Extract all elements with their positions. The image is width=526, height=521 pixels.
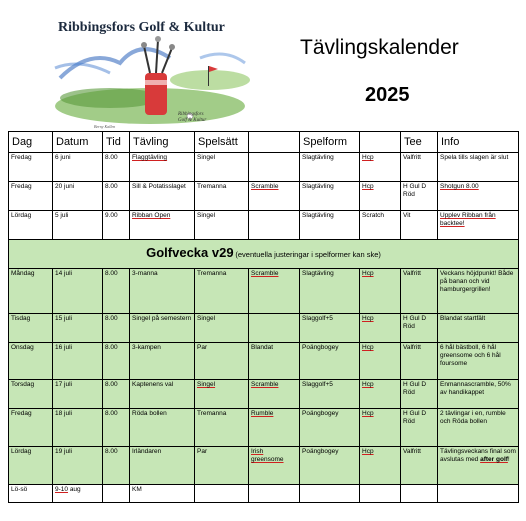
cell-extra bbox=[249, 409, 300, 447]
cell-tee: Valfritt bbox=[401, 269, 438, 314]
info-text-bold: after golf bbox=[480, 456, 508, 463]
col-tavling: Tävling bbox=[130, 132, 195, 153]
cell-datum: 18 juli bbox=[53, 409, 103, 447]
cell-info bbox=[438, 485, 519, 503]
cell-spelform: Slagtävling bbox=[300, 182, 360, 211]
hcp-text: Hcp bbox=[362, 344, 374, 351]
cell-spelsatt bbox=[195, 380, 249, 409]
cell-extra bbox=[249, 211, 300, 240]
cell-hcp bbox=[360, 380, 401, 409]
cell-spelsatt bbox=[195, 485, 249, 503]
cell-tid: 8.00 bbox=[103, 153, 130, 182]
cell-tee: H Gul D Röd bbox=[401, 182, 438, 211]
cell-extra bbox=[249, 380, 300, 409]
col-spelform: Spelform bbox=[300, 132, 360, 153]
tavling-text: Flaggtävling bbox=[132, 154, 168, 161]
cell-tid: 8.00 bbox=[103, 380, 130, 409]
cell-info: Blandat startfält bbox=[438, 314, 519, 343]
cell-tid: 8.00 bbox=[103, 343, 130, 380]
table-row bbox=[9, 182, 519, 211]
cell-tee: H Gul D Röd bbox=[401, 409, 438, 447]
extra-text: Scramble bbox=[251, 183, 279, 190]
datum-days: 9-10 bbox=[55, 486, 69, 493]
cell-tee: H Gul D Röd bbox=[401, 380, 438, 409]
cell-dag: Måndag bbox=[9, 269, 53, 314]
info-text: Upplev Ribban från backtee! bbox=[440, 212, 496, 227]
calendar-year: 2025 bbox=[365, 84, 410, 106]
table-row bbox=[9, 314, 519, 343]
table-row bbox=[9, 269, 519, 314]
cell-datum: 19 juli bbox=[53, 447, 103, 485]
golfvecka-banner bbox=[9, 240, 519, 269]
cell-spelform bbox=[300, 485, 360, 503]
hcp-text: Hcp bbox=[362, 270, 374, 277]
table-row bbox=[9, 380, 519, 409]
cell-dag: Fredag bbox=[9, 182, 53, 211]
cell-hcp bbox=[360, 409, 401, 447]
extra-text: Rumble bbox=[251, 410, 274, 417]
cell-tid: 8.00 bbox=[103, 447, 130, 485]
cell-spelform: Slaggolf+5 bbox=[300, 380, 360, 409]
cell-tavling: KM bbox=[130, 485, 195, 503]
col-datum: Datum bbox=[53, 132, 103, 153]
cell-hcp bbox=[360, 269, 401, 314]
cell-spelform: Poängbogey bbox=[300, 447, 360, 485]
cell-tee: H Gul D Röd bbox=[401, 314, 438, 343]
hcp-text: Hcp bbox=[362, 315, 374, 322]
cell-tavling: Röda bollen bbox=[130, 409, 195, 447]
table-row bbox=[9, 211, 519, 240]
cell-dag: Torsdag bbox=[9, 380, 53, 409]
info-text: Shotgun 8.00 bbox=[440, 183, 479, 190]
extra-text: Irish greensome bbox=[251, 448, 284, 463]
cell-hcp bbox=[360, 314, 401, 343]
tavling-text: Ribban Open bbox=[132, 212, 171, 219]
extra-text: Scramble bbox=[251, 270, 279, 277]
cell-tid: 8.00 bbox=[103, 314, 130, 343]
cell-tavling bbox=[130, 211, 195, 240]
cell-spelsatt: Tremanna bbox=[195, 409, 249, 447]
cell-tid: 8.00 bbox=[103, 182, 130, 211]
cell-extra bbox=[249, 182, 300, 211]
cell-datum: 14 juli bbox=[53, 269, 103, 314]
hcp-text: Hcp bbox=[362, 381, 374, 388]
col-tid: Tid bbox=[103, 132, 130, 153]
cell-dag: Tisdag bbox=[9, 314, 53, 343]
table-header-row bbox=[9, 132, 519, 153]
cell-datum: 20 juni bbox=[53, 182, 103, 211]
cell-hcp bbox=[360, 343, 401, 380]
table-row bbox=[9, 485, 519, 503]
cell-spelsatt: Tremanna bbox=[195, 182, 249, 211]
cell-tavling: 3-manna bbox=[130, 269, 195, 314]
cell-spelsatt: Singel bbox=[195, 211, 249, 240]
cell-hcp bbox=[360, 153, 401, 182]
cell-hcp bbox=[360, 447, 401, 485]
cell-datum: 17 juli bbox=[53, 380, 103, 409]
cell-tee: Vit bbox=[401, 211, 438, 240]
cell-tee: Valfritt bbox=[401, 343, 438, 380]
cell-tavling: Kaptenens val bbox=[130, 380, 195, 409]
cell-spelform: Poängbogey bbox=[300, 409, 360, 447]
cell-tid: 9.00 bbox=[103, 211, 130, 240]
hcp-text: Hcp bbox=[362, 154, 374, 161]
cell-spelform: Slagtävling bbox=[300, 153, 360, 182]
hcp-text: Hcp bbox=[362, 448, 374, 455]
cell-hcp bbox=[360, 182, 401, 211]
table-row bbox=[9, 409, 519, 447]
table-row bbox=[9, 447, 519, 485]
col-tee: Tee bbox=[401, 132, 438, 153]
cell-tavling: Singel på semestern bbox=[130, 314, 195, 343]
cell-dag: Lördag bbox=[9, 211, 53, 240]
col-spelsatt: Spelsätt bbox=[195, 132, 249, 153]
cell-info bbox=[438, 182, 519, 211]
cell-spelsatt: Tremanna bbox=[195, 269, 249, 314]
logo-signature: Ribbingsfors Golf & Kultur bbox=[178, 112, 207, 123]
cell-info bbox=[438, 211, 519, 240]
cell-extra bbox=[249, 314, 300, 343]
cell-extra bbox=[249, 447, 300, 485]
cell-datum: 16 juli bbox=[53, 343, 103, 380]
cell-tavling: Sill & Potatisslaget bbox=[130, 182, 195, 211]
cell-spelsatt: Par bbox=[195, 343, 249, 380]
spelsatt-text: Singel bbox=[197, 381, 216, 388]
cell-dag: Fredag bbox=[9, 153, 53, 182]
cell-tavling: Irländaren bbox=[130, 447, 195, 485]
datum-month: aug bbox=[68, 486, 81, 493]
cell-tid: 8.00 bbox=[103, 269, 130, 314]
col-blank-1 bbox=[249, 132, 300, 153]
extra-text: Scramble bbox=[251, 381, 279, 388]
cell-datum: 5 juli bbox=[53, 211, 103, 240]
cell-tee bbox=[401, 485, 438, 503]
cell-tid bbox=[103, 485, 130, 503]
cell-dag: Lördag bbox=[9, 447, 53, 485]
cell-spelsatt: Singel bbox=[195, 153, 249, 182]
hcp-text: Hcp bbox=[362, 410, 374, 417]
cell-info: 6 hål bästboll, 6 hål greensome och 6 hål foursome bbox=[438, 343, 519, 380]
cell-spelform: Poängbogey bbox=[300, 343, 360, 380]
competition-table bbox=[8, 131, 519, 503]
hcp-text: Hcp bbox=[362, 183, 374, 190]
cell-dag: Lö-sö bbox=[9, 485, 53, 503]
cell-tee: Valfritt bbox=[401, 153, 438, 182]
cell-spelsatt: Singel bbox=[195, 314, 249, 343]
cell-hcp: Scratch bbox=[360, 211, 401, 240]
cell-hcp bbox=[360, 485, 401, 503]
calendar-title: Tävlingskalender bbox=[300, 36, 459, 59]
cell-tavling bbox=[130, 153, 195, 182]
table-row bbox=[9, 153, 519, 182]
col-info: Info bbox=[438, 132, 519, 153]
cell-info: Spela tills slagen är slut bbox=[438, 153, 519, 182]
cell-spelform: Slaggolf+5 bbox=[300, 314, 360, 343]
cell-extra bbox=[249, 485, 300, 503]
cell-spelform: Slagtävling bbox=[300, 269, 360, 314]
cell-info: Enmannascramble, 50% av handikappet bbox=[438, 380, 519, 409]
golfvecka-title: Golfvecka v29 bbox=[146, 244, 234, 260]
cell-dag: Onsdag bbox=[9, 343, 53, 380]
cell-dag: Fredag bbox=[9, 409, 53, 447]
golfvecka-subtitle: (eventuella justeringar i spelformer kan ske) bbox=[235, 249, 381, 259]
info-text-end: ! bbox=[507, 456, 510, 463]
cell-info: 2 tävlingar i en, rumble och Röda bollen bbox=[438, 409, 519, 447]
col-dag: Dag bbox=[9, 132, 53, 153]
cell-spelsatt: Par bbox=[195, 447, 249, 485]
cell-info: Veckans höjdpunkt! Både på banan och vid hamburgergrillen! bbox=[438, 269, 519, 314]
info-text-start: Tävlingsveckans final som avslutas med bbox=[440, 448, 516, 463]
cell-tavling: 3-kampen bbox=[130, 343, 195, 380]
cell-extra bbox=[249, 269, 300, 314]
cell-datum bbox=[53, 485, 103, 503]
cell-info bbox=[438, 447, 519, 485]
logo-title: Ribbingsfors Golf & Kultur bbox=[58, 20, 225, 35]
cell-extra bbox=[249, 153, 300, 182]
cell-tid: 8.00 bbox=[103, 409, 130, 447]
artist-signature: Berny Kallen bbox=[94, 124, 116, 129]
cell-tee: Valfritt bbox=[401, 447, 438, 485]
cell-datum: 6 juni bbox=[53, 153, 103, 182]
table-row bbox=[9, 343, 519, 380]
cell-extra: Blandat bbox=[249, 343, 300, 380]
cell-datum: 15 juli bbox=[53, 314, 103, 343]
cell-spelform: Slagtävling bbox=[300, 211, 360, 240]
golfvecka-banner-row bbox=[9, 240, 519, 269]
col-blank-2 bbox=[360, 132, 401, 153]
